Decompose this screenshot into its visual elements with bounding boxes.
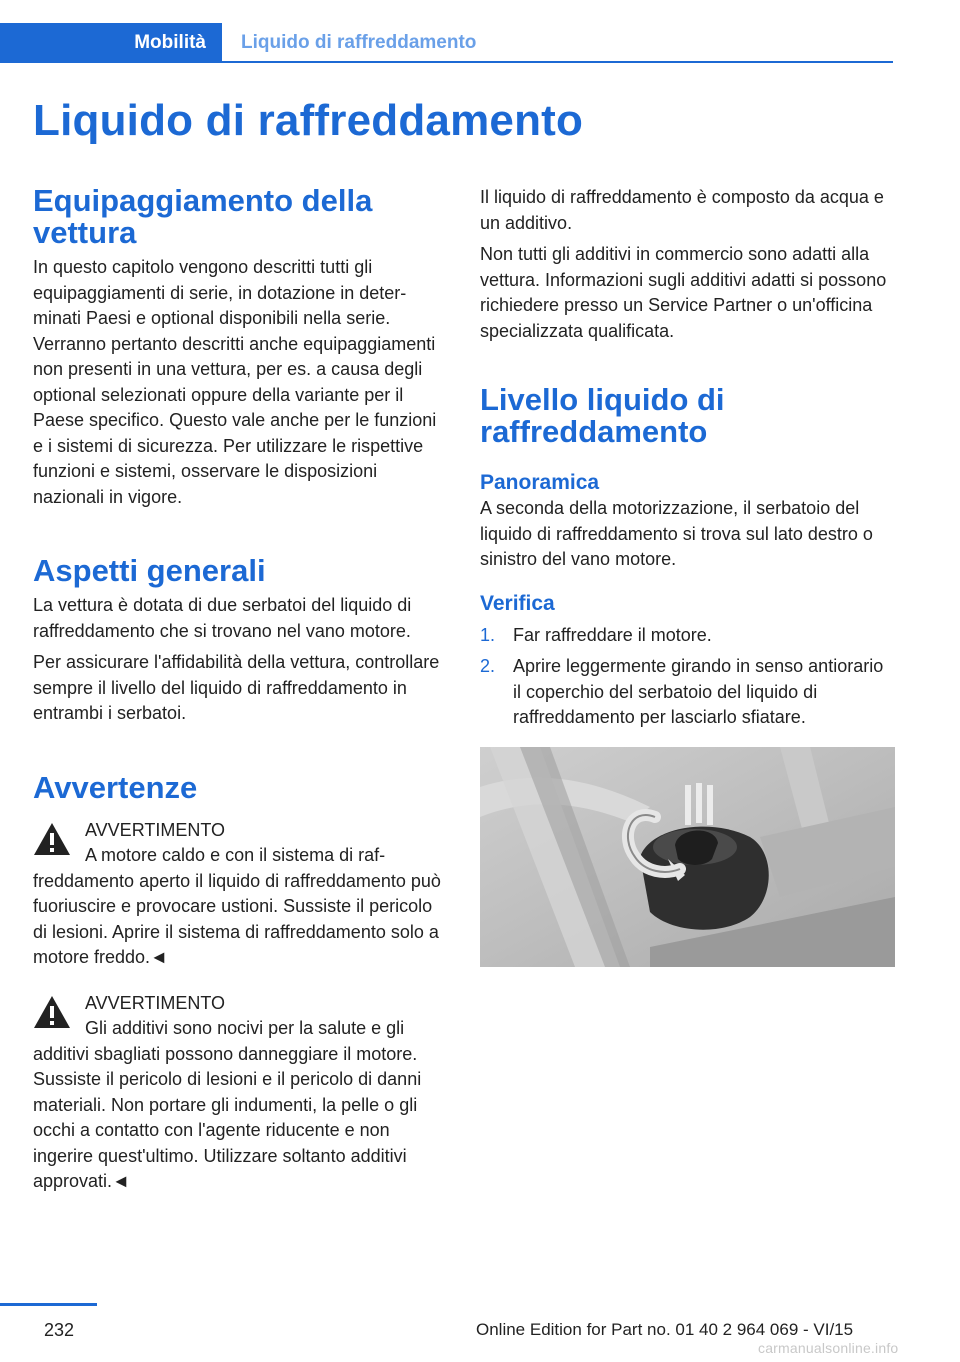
warning-title-1: AVVERTIMENTO: [85, 819, 226, 840]
right-column: [480, 185, 895, 967]
aspetti-paragraph-1: La vettura è dotata di due serbatoi del liquido di raffreddamento che si trovano nel vano motore.: [33, 595, 412, 641]
watermark: carmanualsonline.info: [758, 1340, 899, 1356]
coolant-tank-illustration: [480, 747, 895, 967]
warning-text-2: Gli additivi sono nocivi per la salute e gli additivi sbagliati possono danneggiare il motore. Sussiste il pericolo di lesioni e il pericolo di danni materiali. Non portare gli indumenti, la pelle o gli occhi a contatto con l'agente riducente e non ingerire quest'ultimo. Utilizzare soltanto additivi approvati.◄: [33, 1018, 422, 1191]
section-heading-equipaggiamento: Equipaggiamento della vettura: [33, 183, 373, 250]
page-number: 232: [44, 1320, 75, 1340]
section-heading-aspetti: Aspetti generali: [33, 553, 266, 588]
warning-block-2: [33, 991, 448, 1195]
step-number: 1.: [480, 624, 496, 645]
section-heading-avvertenze: Avvertenze: [33, 769, 198, 805]
left-column: [33, 185, 448, 1195]
subheading-verifica: Verifica: [480, 591, 555, 615]
breadcrumb-current[interactable]: Liquido di raffreddamento: [241, 32, 477, 53]
step-item-2: [480, 654, 895, 731]
tab-mobilita-label: Mobilità: [134, 32, 206, 53]
warning-triangle-icon: [33, 995, 71, 1029]
section-heading-livello: Livello liquido di raffreddamento: [480, 382, 725, 449]
page-title: Liquido di raffreddamento: [33, 96, 584, 145]
aspetti-paragraph-2: Per assicurare l'affidabilità della vettura, controllare sempre il livello del liquido di raffreddamento in entrambi i serbatoi.: [33, 652, 440, 723]
step-text: Aprire leggermente girando in senso antiorario il coperchio del serbatoio del liquido di raffreddamento per lasciarlo sfiatare.: [513, 656, 884, 727]
subheading-panoramica: Panoramica: [480, 471, 600, 494]
warning-triangle-icon: [33, 822, 71, 856]
panoramica-body: A seconda della motorizzazione, il serbatoio del liquido di raffreddamento si trova sul lato destro o sinistro del vano motore.: [480, 498, 873, 569]
warning-block-1: [33, 818, 448, 971]
section-body-equipaggiamento: In questo capitolo vengono descritti tutti gli equipaggiamenti di serie, in dotazione in determinati Paesi e optional disponibili nella serie. Verranno pertanto descritti anche equipaggiamenti non presenti in una vettura, per es. a causa degli optional selezionati oppure della variante per il Paese specifico. Questo vale anche per le funzioni e i sistemi di sicurezza. Per utilizzare le rispettive funzioni e sistemi, osservare le disposizioni nazionali in vigore.: [33, 257, 437, 507]
verifica-steps: [480, 623, 895, 731]
additives-info: Non tutti gli additivi in commercio sono adatti alla vettura. Informazioni sugli additivi adatti si possono richiedere presso un Service Partner o un'officina specializzata qualificata.: [480, 244, 887, 341]
warning-text-1: A motore caldo e con il sistema di raffreddamento aperto il liquido di raffreddamento può fuoriuscire e provocare ustioni. Sussiste il pericolo di lesioni. Aprire il sistema di raffreddamento solo a motore freddo.◄: [33, 845, 441, 967]
edition-label: Online Edition for Part no. 01 40 2 964 069 - VI/15: [476, 1320, 854, 1339]
step-number: 2.: [480, 656, 496, 676]
coolant-composition: Il liquido di raffreddamento è composto da acqua e un additivo.: [480, 187, 884, 233]
warning-title-2: AVVERTIMENTO: [85, 992, 226, 1013]
header-rule: [0, 61, 893, 63]
tab-mobilita[interactable]: [0, 23, 222, 63]
header-bar: [0, 23, 893, 63]
step-item-1: [480, 623, 895, 649]
coolant-cap-image: [480, 747, 895, 967]
step-text: Far raffreddare il motore.: [513, 624, 712, 645]
footer-rule: [0, 1303, 97, 1306]
